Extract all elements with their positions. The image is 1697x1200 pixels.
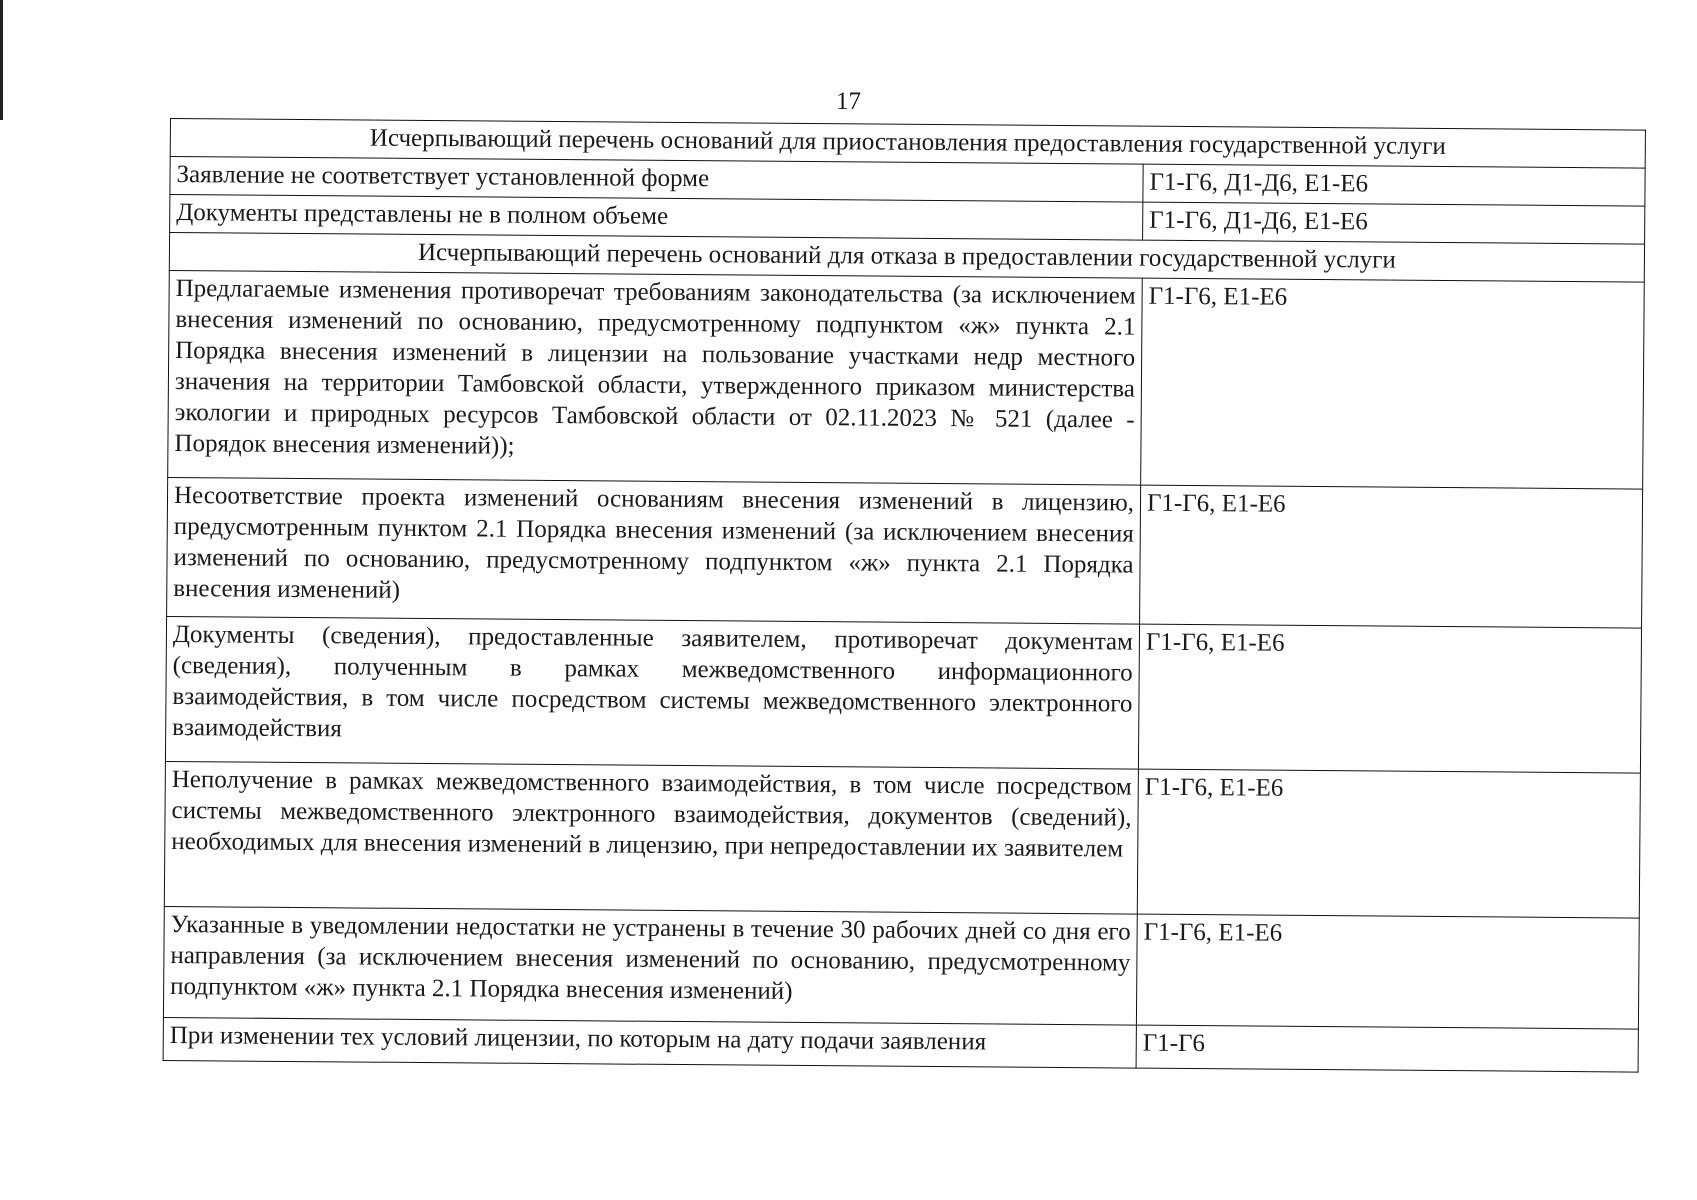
document-sheet (163, 118, 1645, 1073)
table-row (165, 616, 1641, 773)
table-row (163, 906, 1639, 1029)
codes-cell: Г1-Г6, Е1-Е6 (1138, 624, 1641, 773)
table-row (168, 270, 1645, 489)
codes-cell: Г1-Г6, Е1-Е6 (1140, 485, 1643, 628)
reason-cell: Неполучение в рамках межведомственного взаимодействия, в том числе посредством системы межведомственного электронного взаимодействия, документов (сведений), необходимых для внесения изменений в лицензию, при непредоставлении их заявителем (164, 761, 1138, 914)
section-heading-suspension: Исчерпывающий перечень оснований для приостановления предоставления государственной услуги (170, 119, 1645, 169)
codes-cell: Г1-Г6, Д1-Д6, Е1-Е6 (1143, 164, 1645, 206)
codes-cell: Г1-Г6, Е1-Е6 (1137, 769, 1640, 918)
codes-cell: Г1-Г6, Д1-Д6, Е1-Е6 (1143, 202, 1645, 244)
reason-cell: Указанные в уведомлении недостатки не устранены в течение 30 рабочих дней со дня его направления (за исключением внесения изменений по основанию, предусмотренному подпунктом «ж» пункта 2.1 Порядка внесения изменений) (163, 906, 1137, 1025)
reason-cell: Документы (сведения), предоставленные заявителем, противоречат документам (сведения), полученным в рамках межведомственного информационного взаимодействия, в том числе посредством системы межведомственного электронного взаимодействия (165, 616, 1139, 769)
section-heading-refusal: Исчерпывающий перечень оснований для отказа в предоставлении государственной услуги (169, 233, 1644, 283)
codes-cell: Г1-Г6, Е1-Е6 (1136, 914, 1639, 1029)
table-row (164, 761, 1640, 918)
reason-cell: Предлагаемые изменения противоречат требованиям законодательства (за исключением внесения изменений по основанию, предусмотренному подпунктом «ж» пункта 2.1 Порядка внесения изменений в лицензии на пользование участками недр местного значения на территории Тамбовской области, утвержденного приказом министерства экологии и природных ресурсов Тамбовской области от 02.11.2023 № 521 (далее - Порядок внесения изменений)); (168, 270, 1143, 485)
reason-cell: Несоответствие проекта изменений основаниям внесения изменений в лицензию, предусмотренным пунктом 2.1 Порядка внесения изменений (за исключением внесения изменений по основанию, предусмотренному подпунктом «ж» пункта 2.1 Порядка внесения изменений) (167, 477, 1141, 624)
page-number: 17 (836, 88, 861, 115)
table-row (167, 477, 1643, 628)
grounds-table (163, 118, 1646, 1073)
reason-cell: Заявление не соответствует установленной форме (170, 157, 1143, 203)
reason-cell: Документы представлены не в полном объеме (170, 195, 1143, 241)
codes-cell: Г1-Г6, Е1-Е6 (1141, 278, 1645, 489)
reason-cell: При изменении тех условий лицензии, по которым на дату подачи заявления (163, 1017, 1136, 1068)
codes-cell: Г1-Г6 (1136, 1025, 1638, 1072)
